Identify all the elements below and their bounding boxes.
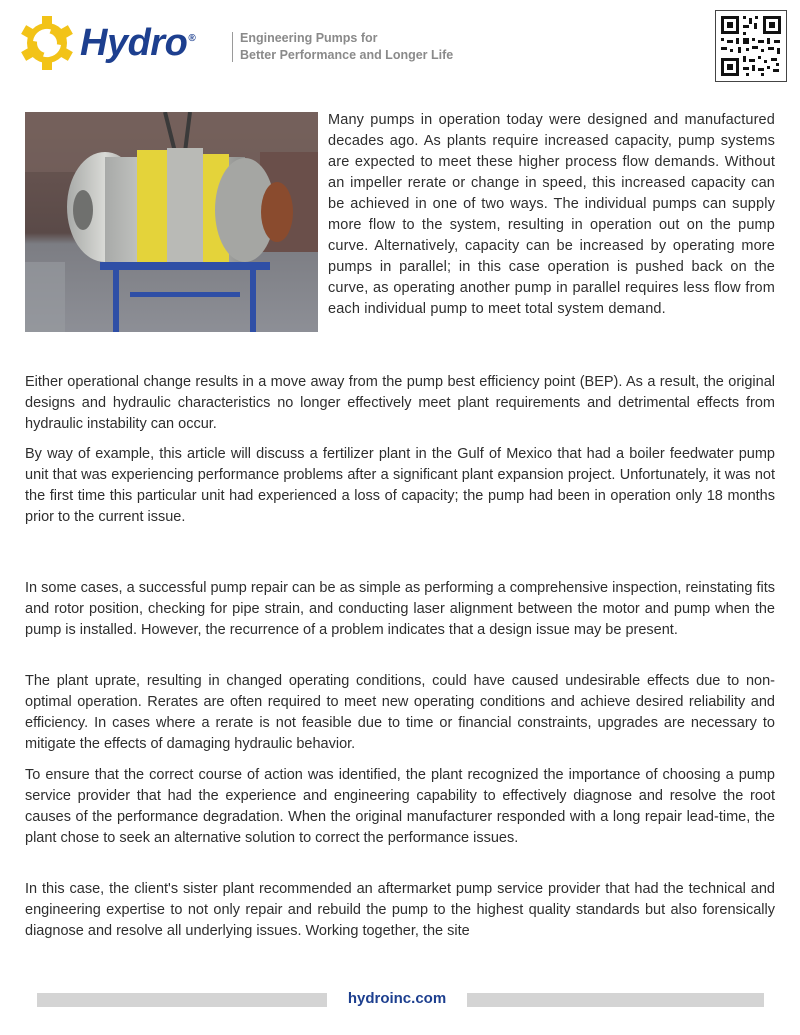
paragraph-4: In some cases, a successful pump repair can be as simple as performing a comprehensive inspection, reinstating fits and rotor position, checking for pipe strain, and conducting laser alignment between the motor and pump when the pump is installed. However, the recurrence of a problem indicates that a design issue may be present. bbox=[25, 580, 775, 638]
hydro-logo[interactable] bbox=[20, 14, 195, 72]
header-divider bbox=[232, 32, 233, 62]
pump-photo-image bbox=[25, 112, 318, 332]
footer-bar-left bbox=[37, 993, 327, 1007]
tagline-line-1: Engineering Pumps for bbox=[240, 31, 378, 45]
paragraph-5: The plant uprate, resulting in changed operating conditions, could have caused undesirable effects due to non-optimal operation. Rerates are often required to meet new operating conditions and achieve desired reliability and efficiency. In cases where a rerate is not feasible due to time or financial constraints, upgrades are necessary to mitigate the effects of damaging hydraulic behavior. bbox=[25, 673, 775, 752]
website-link[interactable]: hydroinc.com bbox=[347, 990, 447, 1007]
brand-name: Hydro® bbox=[80, 21, 196, 64]
paragraph-6: To ensure that the correct course of action was identified, the plant recognized the importance of choosing a pump service provider that had the experience and engineering capability to effectively diagnose and resolve the root causes of the performance degradation. When the original manufacturer responded with a long repair lead-time, the plant chose to seek an alternative solution to correct the performance issues. bbox=[25, 767, 775, 846]
paragraph-7: In this case, the client's sister plant recommended an aftermarket pump service provider that had the technical and engineering expertise to not only repair and rebuild the pump to the highest quality standards but also forensically diagnose and resolve all underlying issues. Working together, the site bbox=[25, 881, 775, 939]
qr-code-icon[interactable] bbox=[715, 10, 787, 82]
intro-text-block bbox=[328, 110, 775, 320]
footer-bar-right bbox=[467, 993, 764, 1007]
paragraph-7-block bbox=[25, 879, 775, 942]
paragraph-5-block bbox=[25, 671, 775, 755]
paragraph-6-block bbox=[25, 765, 775, 849]
paragraph-2: Either operational change results in a move away from the pump best efficiency point (BEP). As a result, the original designs and hydraulic characteristics no longer effectively meet plant requirements and detrimental effects from hydraulic instability can occur. bbox=[25, 374, 775, 432]
tagline-line-2: Better Performance and Longer Life bbox=[240, 48, 454, 62]
page-footer bbox=[37, 990, 764, 1010]
tagline bbox=[240, 30, 453, 64]
page-header bbox=[20, 10, 780, 90]
gear-logo-icon bbox=[20, 16, 74, 70]
paragraph-4-block bbox=[25, 578, 775, 641]
paragraph-2-block bbox=[25, 372, 775, 435]
paragraph-3: By way of example, this article will discuss a fertilizer plant in the Gulf of Mexico that had a boiler feedwater pump unit that was experiencing performance problems after a significant plant expansion project. Unfortunately, it was not the first time this particular unit had experienced a loss of capacity; the pump had been in operation only 18 months prior to the current issue. bbox=[25, 446, 775, 525]
paragraph-1: Many pumps in operation today were designed and manufactured decades ago. As plants require increased capacity, pump systems are expected to meet these higher process flow demands. Without an impeller rerate or change in speed, this increased capacity can be achieved in one of two ways. The individual pumps can supply more flow to the system, resulting in operation out on the pump curve. Alternatively, capacity can be increased by operating more pumps in parallel; in this case operation is pushed back on the curve, as operating another pump in parallel requires less flow from each individual pump to meet total system demand. bbox=[328, 112, 775, 317]
paragraph-3-block bbox=[25, 444, 775, 528]
